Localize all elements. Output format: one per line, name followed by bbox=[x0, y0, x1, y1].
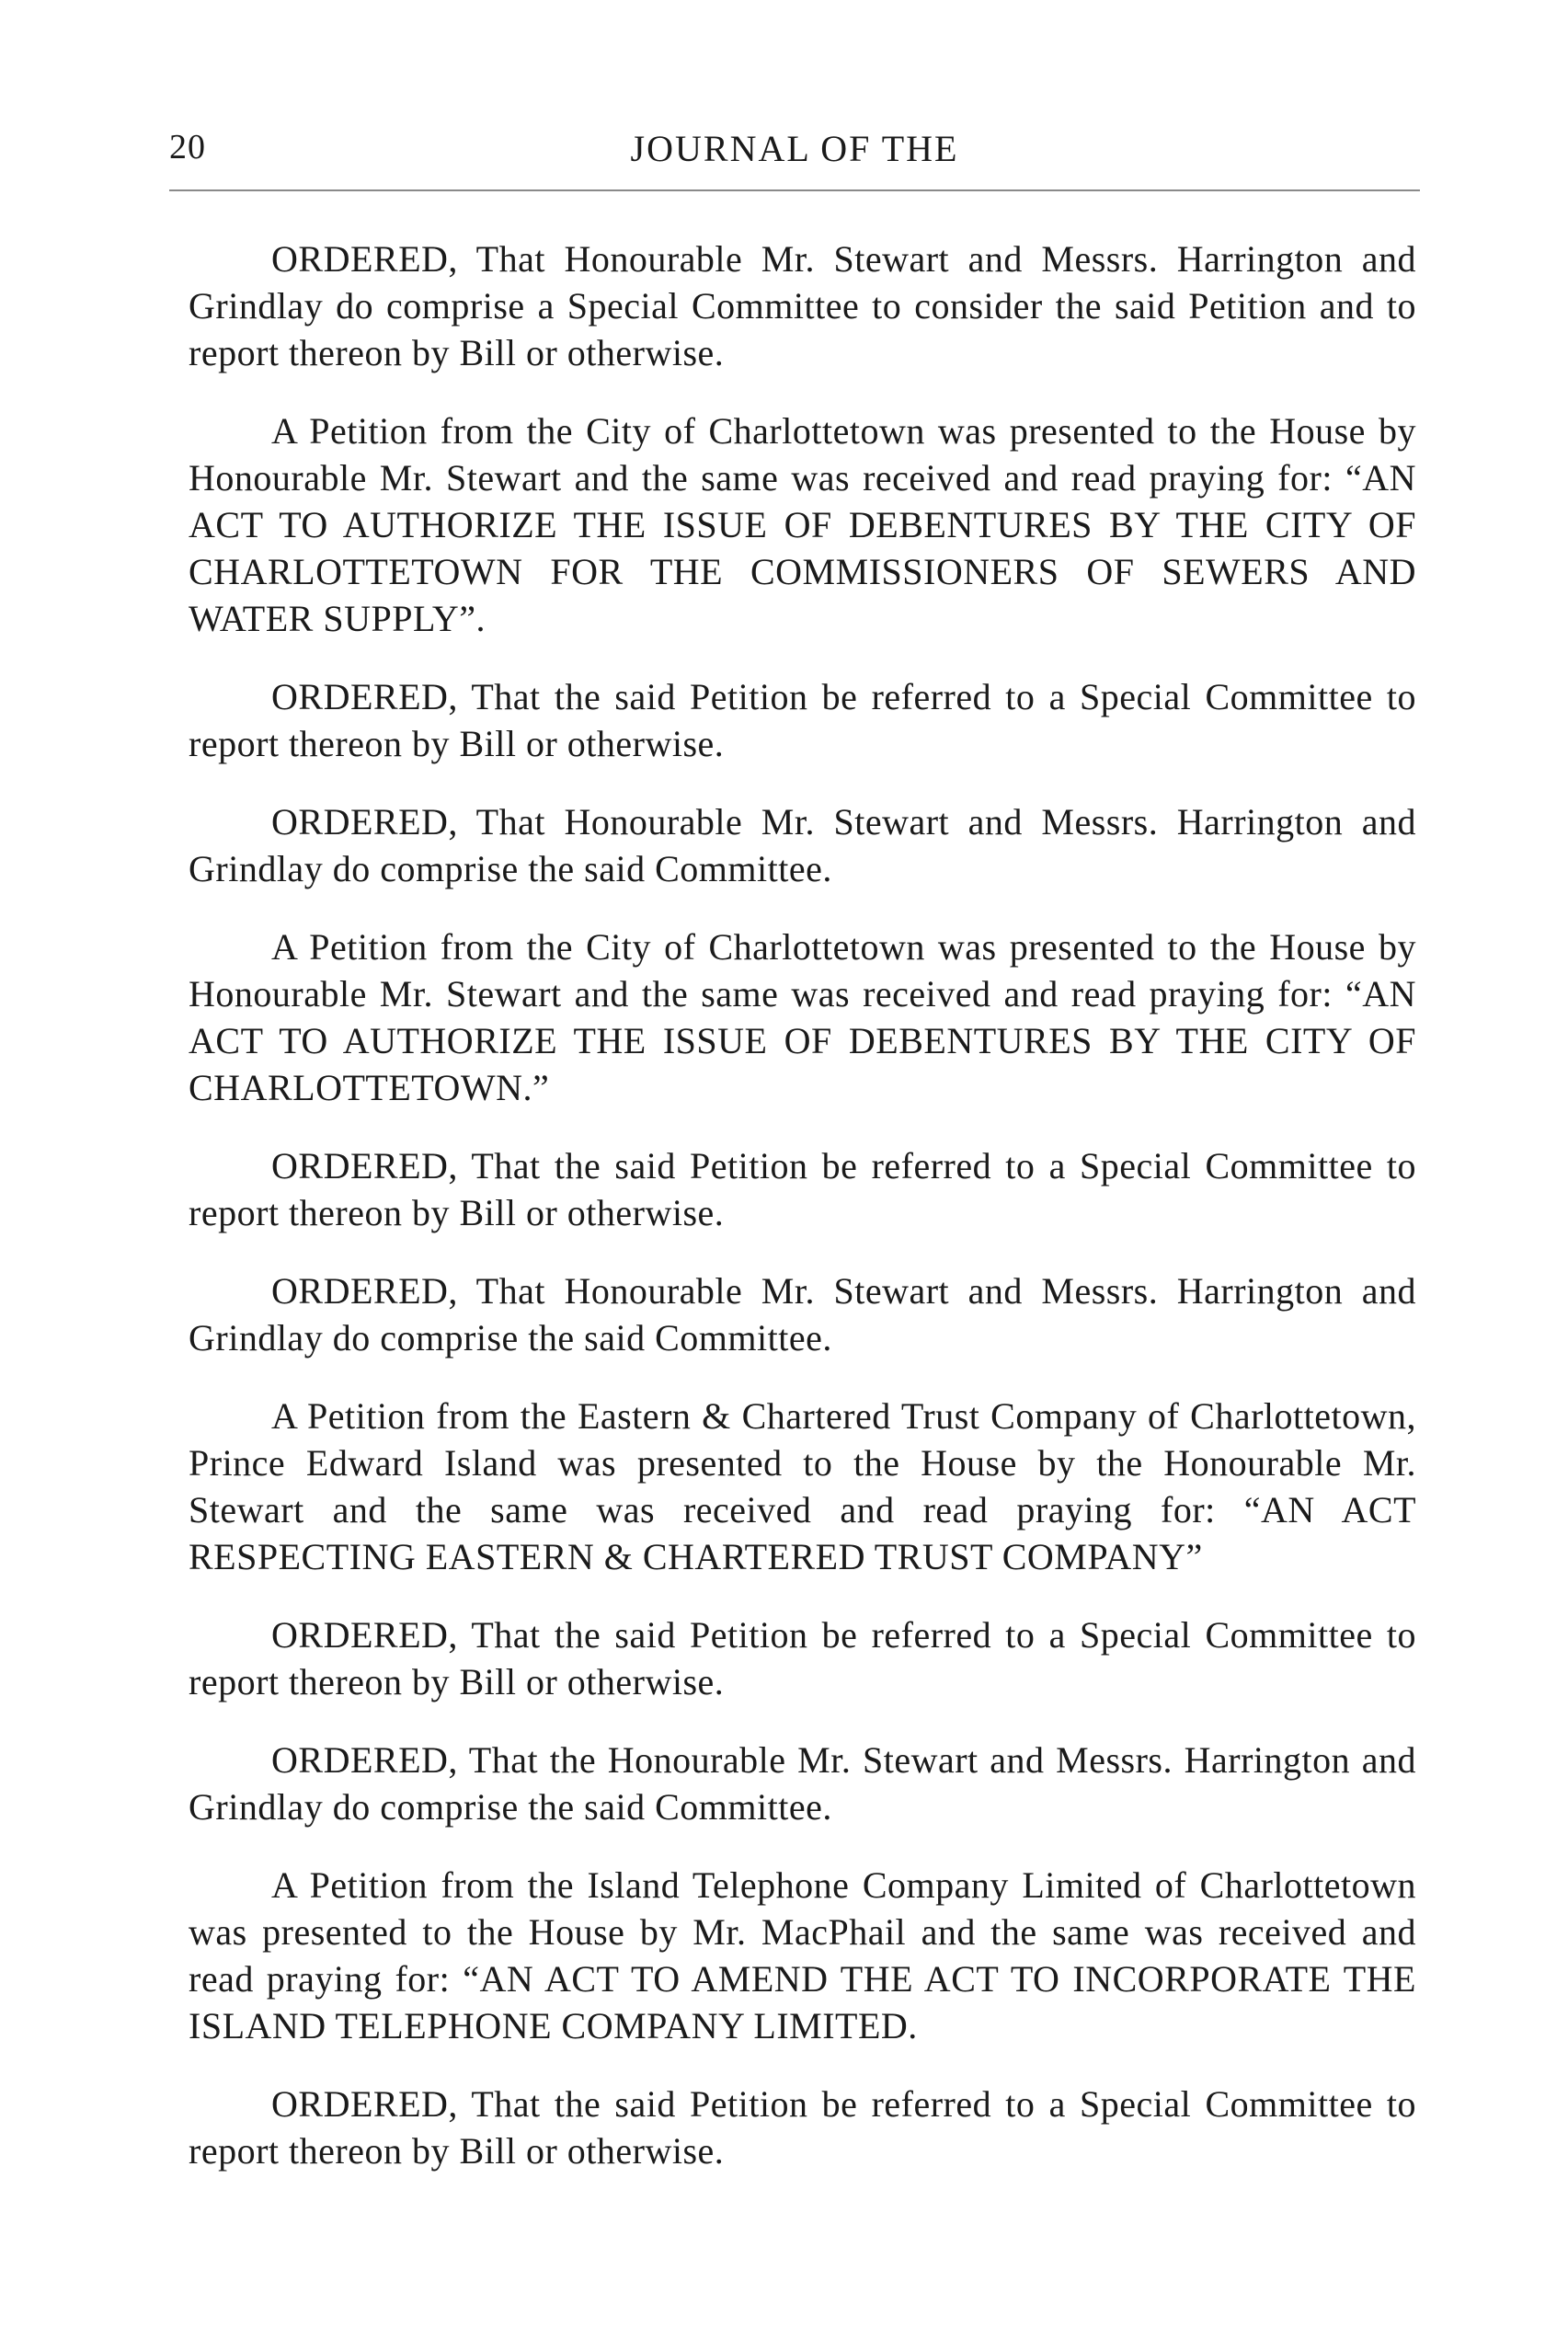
paragraph-petition-telephone-company: A Petition from the Island Telephone Company Limited of Charlottetown was presented to the House by Mr. MacPhail and the same was received and read praying for: “AN ACT TO AMEND THE ACT TO INCORPORATE THE ISLAND TELEPHONE COMPANY LIMITED. bbox=[189, 1864, 1416, 2046]
journal-body bbox=[189, 235, 1416, 2206]
paragraph-ordered-referred: ORDERED, That the said Petition be referred to a Special Committee to report thereon by Bill or otherwise. bbox=[189, 1614, 1416, 1702]
header-rule bbox=[169, 189, 1420, 191]
paragraph-ordered-referred: ORDERED, That the said Petition be referred to a Special Committee to report thereon by Bill or otherwise. bbox=[189, 1145, 1416, 1233]
paragraph-ordered-comprise: ORDERED, That Honourable Mr. Stewart and Messrs. Harrington and Grindlay do comprise the said Committee. bbox=[189, 1270, 1416, 1358]
paragraph-ordered-comprise: ORDERED, That Honourable Mr. Stewart and Messrs. Harrington and Grindlay do comprise the said Committee. bbox=[189, 801, 1416, 889]
running-head: JOURNAL OF THE bbox=[630, 128, 959, 169]
paragraph-petition-trust-company: A Petition from the Eastern & Chartered Trust Company of Charlottetown, Prince Edward Island was presented to the House by the Honourable Mr. Stewart and the same was received and read praying for: “AN ACT RESPECTING EASTERN & CHARTERED TRUST COMPANY” bbox=[189, 1395, 1416, 1577]
paragraph-petition-city-debentures: A Petition from the City of Charlottetown was presented to the House by Honourable Mr. Stewart and the same was received and read praying for: “AN ACT TO AUTHORIZE THE ISSUE OF DEBENTURES BY THE CITY OF CHARLOTTETOWN.” bbox=[189, 926, 1416, 1108]
paragraph-ordered-comprise: ORDERED, That the Honourable Mr. Stewart and Messrs. Harrington and Grindlay do comprise the said Committee. bbox=[189, 1739, 1416, 1828]
page-header bbox=[169, 127, 1420, 182]
page-number: 20 bbox=[169, 128, 206, 166]
paragraph-petition-city-sewers: A Petition from the City of Charlottetown was presented to the House by Honourable Mr. Stewart and the same was received and read praying for: “AN ACT TO AUTHORIZE THE ISSUE OF DEBENTURES BY THE CITY OF CHARLOTTETOWN FOR THE COMMISSIONERS OF SEWERS AND WATER SUPPLY”. bbox=[189, 410, 1416, 639]
paragraph-ordered-referred: ORDERED, That the said Petition be referred to a Special Committee to report thereon by Bill or otherwise. bbox=[189, 676, 1416, 764]
paragraph-ordered-referred: ORDERED, That the said Petition be referred to a Special Committee to report thereon by Bill or otherwise. bbox=[189, 2083, 1416, 2172]
paragraph-ordered-special-committee: ORDERED, That Honourable Mr. Stewart and Messrs. Harrington and Grindlay do comprise a Special Committee to consider the said Petition and to report thereon by Bill or otherwise. bbox=[189, 238, 1416, 373]
